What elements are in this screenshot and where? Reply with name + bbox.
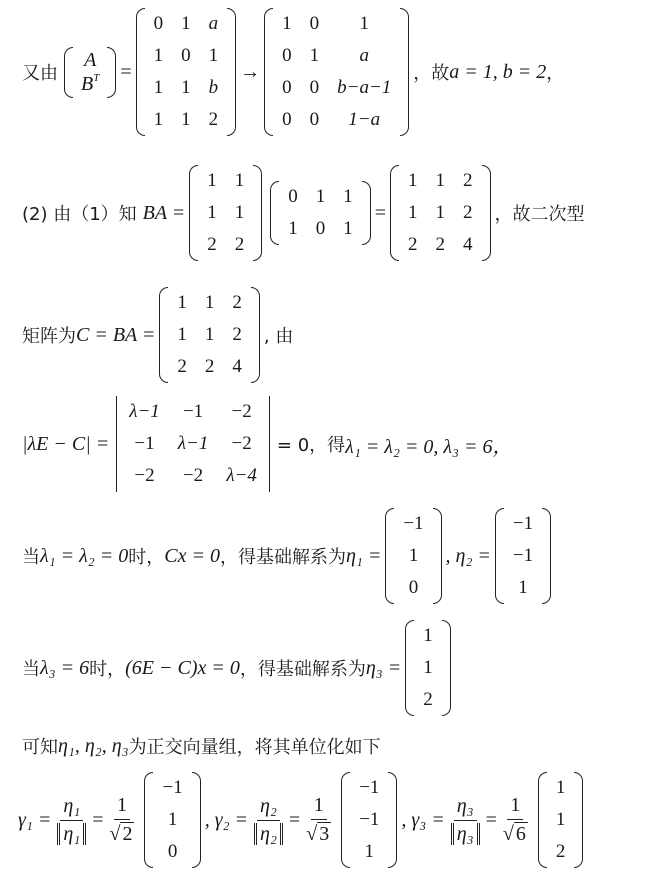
arrow: → xyxy=(240,60,261,83)
matrix-cell: −2 xyxy=(231,433,252,454)
matrix-cell: 1 xyxy=(181,109,191,130)
line6-shi: 时， xyxy=(89,659,126,680)
matrix-1b-table xyxy=(273,8,400,136)
matrix-cell: −1 xyxy=(182,401,204,422)
matrix-cell: 1 xyxy=(204,292,215,313)
matrix-cell: 1 xyxy=(288,218,298,239)
matrix-cell: λ−1 xyxy=(129,401,160,422)
matrix-cell: a xyxy=(208,13,219,34)
matrix-cell: 2 xyxy=(204,356,215,377)
matrix-3-table xyxy=(168,287,251,383)
gamma3-vector-table xyxy=(547,772,575,868)
matrix-cell: b xyxy=(208,77,219,98)
matrix-cell: −1 xyxy=(134,433,155,454)
line-2: (2) 由（1）知 BA = 1 1 1 1 2 2 0 1 1 1 0 1 = 1 1 2 1 1 2 2 2 4 ，故二次型 xyxy=(22,165,585,261)
matrix-2a xyxy=(189,165,262,261)
line5-mid: ，得基础解系为 xyxy=(219,547,346,568)
matrix-cell: 0 xyxy=(282,45,292,66)
eta2-label: , η₂ = xyxy=(445,544,491,567)
vector-eta1 xyxy=(385,508,441,604)
matrix-cell: −1 xyxy=(512,513,534,534)
line2-suffix: ，故二次型 xyxy=(494,204,585,225)
matrix-cell: 1 xyxy=(177,292,187,313)
gamma1-vector xyxy=(144,772,200,868)
line6-cond: λ₃ = 6 xyxy=(40,656,90,679)
line1-prefix: 又由 xyxy=(22,63,58,84)
matrix-cell: 1 xyxy=(167,809,178,830)
line1-conclusion-pre: ，故 xyxy=(413,63,450,84)
matrix-cell: 0 xyxy=(309,109,320,130)
gamma1-one: 1 xyxy=(114,794,130,820)
gamma3-label: , γ₃ = xyxy=(401,808,445,831)
matrix-cell: 1 xyxy=(343,218,353,239)
gamma3-eq: = xyxy=(485,808,497,831)
matrix-2c-table xyxy=(399,165,482,261)
determinant xyxy=(113,396,273,492)
matrix-1a-table xyxy=(145,8,228,136)
matrix-1b xyxy=(264,8,409,136)
matrix-cell: 1 xyxy=(423,625,433,646)
line3-suffix: , 由 xyxy=(263,326,294,347)
matrix-cell: 2 xyxy=(435,234,446,255)
gamma1-scalar: 1 √ 2 xyxy=(109,794,133,845)
gamma2-den: η₂ xyxy=(254,823,283,845)
matrix-cell: 1 xyxy=(408,545,419,566)
line-3 xyxy=(22,287,293,383)
matrix-cell: 1 xyxy=(177,324,187,345)
vector-eta3-table xyxy=(414,620,442,716)
line2-lhs: BA = xyxy=(142,201,186,224)
matrix-cell: 0 xyxy=(408,577,419,598)
matrix-cell: 1 xyxy=(555,809,566,830)
gamma2-frac xyxy=(251,795,286,846)
block-matrix-AB xyxy=(64,47,116,98)
matrix-cell: b−a−1 xyxy=(337,77,392,98)
matrix-cell: 2 xyxy=(408,234,418,255)
matrix-cell: 2 xyxy=(463,170,473,191)
line-8 xyxy=(18,772,587,868)
gamma2-scalar: 1 √ 3 xyxy=(306,794,330,845)
matrix-cell: 4 xyxy=(463,234,473,255)
gamma1-num: η₁ xyxy=(60,795,83,821)
line6-mid: ，得基础解系为 xyxy=(239,659,366,680)
line4-eq: = 0，得 xyxy=(276,435,346,456)
matrix-cell: −2 xyxy=(182,465,204,486)
matrix-cell: 2 xyxy=(177,356,187,377)
matrix-cell: 1 xyxy=(555,777,566,798)
matrix-2b xyxy=(270,181,371,245)
gamma3-radicand: 6 xyxy=(515,823,526,845)
matrix-cell: −1 xyxy=(512,545,534,566)
matrix-cell: −1 xyxy=(359,809,380,830)
gamma1-radicand: 2 xyxy=(122,823,133,845)
gamma2-eq: = xyxy=(288,808,301,831)
matrix-cell: 1−a xyxy=(348,109,381,130)
matrix-cell: 1 xyxy=(518,577,528,598)
matrix-cell: 1 xyxy=(343,186,353,207)
matrix-3 xyxy=(159,287,260,383)
matrix-cell: −2 xyxy=(134,465,155,486)
matrix-cell: 1 xyxy=(435,202,446,223)
line2-prefix: (2) 由（1）知 xyxy=(22,204,137,225)
line7-post: 为正交向量组，将其单位化如下 xyxy=(128,737,381,758)
line3-prefix: 矩阵为 xyxy=(22,326,76,347)
vector-eta2-table xyxy=(504,508,542,604)
line-6 xyxy=(22,620,455,716)
matrix-2a-table xyxy=(198,165,253,261)
matrix-cell: 1 xyxy=(309,45,320,66)
matrix-cell: 0 xyxy=(167,841,178,862)
vector-eta3 xyxy=(405,620,451,716)
matrix-cell: 2 xyxy=(208,109,219,130)
gamma1-den: η₁ xyxy=(57,823,86,845)
matrix-cell: 1 xyxy=(408,170,418,191)
matrix-cell: 1 xyxy=(153,45,164,66)
line-1: 又由 A $B^T$ = 0 1 a 1 0 1 1 1 b 1 1 2 → 1 0 1 0 1 a 0 0 b−a−1 0 0 1−a ，故 a = 1, b = 2 ， xyxy=(22,8,564,136)
matrix-cell: 2 xyxy=(207,234,217,255)
matrix-cell: 2 xyxy=(555,841,566,862)
matrix-cell: 0 xyxy=(282,77,292,98)
gamma1-label: γ₁ = xyxy=(18,808,52,831)
matrix-cell: 1 xyxy=(315,186,326,207)
line-5 xyxy=(22,508,555,604)
matrix-cell: 1 xyxy=(408,202,418,223)
matrix-cell: 2 xyxy=(463,202,473,223)
matrix-cell: 0 xyxy=(181,45,191,66)
line7-vars: η₁, η₂, η₃ xyxy=(58,734,129,757)
matrix-cell: 2 xyxy=(232,324,242,345)
block-bottom-sup: T xyxy=(93,71,100,84)
block-bottom: B xyxy=(81,72,94,95)
line5-eqn: Cx = 0 xyxy=(164,544,220,567)
matrix-cell: 1 xyxy=(435,170,446,191)
gamma3-den: η₃ xyxy=(451,823,480,845)
line6-eqn: (6E − C)x = 0 xyxy=(125,656,240,679)
matrix-cell: 2 xyxy=(423,689,433,710)
gamma2-num: η₂ xyxy=(257,795,280,821)
line1-conclusion-post: ， xyxy=(546,63,565,84)
matrix-cell: 1 xyxy=(181,77,191,98)
matrix-cell: −1 xyxy=(403,513,424,534)
matrix-cell: 0 xyxy=(315,218,326,239)
matrix-2c xyxy=(390,165,491,261)
matrix-cell: 1 xyxy=(207,170,217,191)
matrix-cell: −2 xyxy=(231,401,252,422)
matrix-cell: λ−1 xyxy=(177,433,209,454)
matrix-cell: −1 xyxy=(162,777,183,798)
eta1-label: η₁ = xyxy=(345,544,382,567)
gamma3-num: η₃ xyxy=(454,795,477,821)
gamma2-radicand: 3 xyxy=(319,823,330,845)
matrix-cell: 1 xyxy=(234,202,245,223)
gamma3-vector xyxy=(538,772,584,868)
matrix-2b-table xyxy=(279,181,362,245)
line4-lhs: |λE − C| = xyxy=(22,432,110,455)
vector-eta2 xyxy=(495,508,551,604)
gamma1-eq: = xyxy=(92,808,104,831)
line3-lhs: C = BA = xyxy=(76,323,156,346)
matrix-cell: 1 xyxy=(181,13,191,34)
gamma2-label: , γ₂ = xyxy=(204,808,249,831)
gamma2-vector-table xyxy=(350,772,388,868)
line7-pre: 可知 xyxy=(22,737,58,758)
block-top: A xyxy=(84,48,97,71)
line5-pre: 当 xyxy=(22,547,40,568)
eta3-label: η₃ = xyxy=(365,656,402,679)
matrix-cell: 1 xyxy=(423,657,433,678)
line6-pre: 当 xyxy=(22,659,40,680)
line-4 xyxy=(22,396,513,492)
matrix-cell: 1 xyxy=(208,45,219,66)
matrix-cell: 0 xyxy=(153,13,164,34)
matrix-cell: 1 xyxy=(207,202,217,223)
determinant-table xyxy=(120,396,266,492)
line1-conclusion: a = 1, b = 2 xyxy=(449,60,547,83)
matrix-cell: 1 xyxy=(234,170,245,191)
matrix-cell: 1 xyxy=(359,13,369,34)
matrix-cell: 0 xyxy=(309,13,320,34)
line5-shi: 时， xyxy=(128,547,165,568)
matrix-cell: 1 xyxy=(153,109,164,130)
matrix-cell: 1 xyxy=(282,13,292,34)
gamma2-vector xyxy=(341,772,397,868)
gamma1-vector-table xyxy=(153,772,191,868)
matrix-cell: 0 xyxy=(309,77,320,98)
matrix-cell: 1 xyxy=(153,77,164,98)
gamma3-one: 1 xyxy=(507,794,523,820)
line5-cond: λ₁ = λ₂ = 0 xyxy=(40,544,129,567)
line-7 xyxy=(22,733,381,759)
matrix-cell: −1 xyxy=(359,777,380,798)
matrix-1a xyxy=(136,8,237,136)
matrix-cell: 4 xyxy=(232,356,242,377)
gamma1-frac xyxy=(54,795,89,846)
line4-eigen: λ₁ = λ₂ = 0, λ₃ = 6， xyxy=(345,435,513,458)
gamma2-one: 1 xyxy=(311,794,327,820)
vector-eta1-table xyxy=(394,508,432,604)
matrix-cell: 0 xyxy=(282,109,292,130)
matrix-cell: 0 xyxy=(288,186,298,207)
gamma3-frac xyxy=(448,795,483,846)
matrix-cell: a xyxy=(359,45,369,66)
gamma3-scalar: 1 √ 6 xyxy=(502,794,526,845)
matrix-cell: 2 xyxy=(232,292,242,313)
matrix-cell: λ−4 xyxy=(226,465,257,486)
matrix-cell: 2 xyxy=(234,234,245,255)
matrix-cell: 1 xyxy=(364,841,375,862)
matrix-cell: 1 xyxy=(204,324,215,345)
